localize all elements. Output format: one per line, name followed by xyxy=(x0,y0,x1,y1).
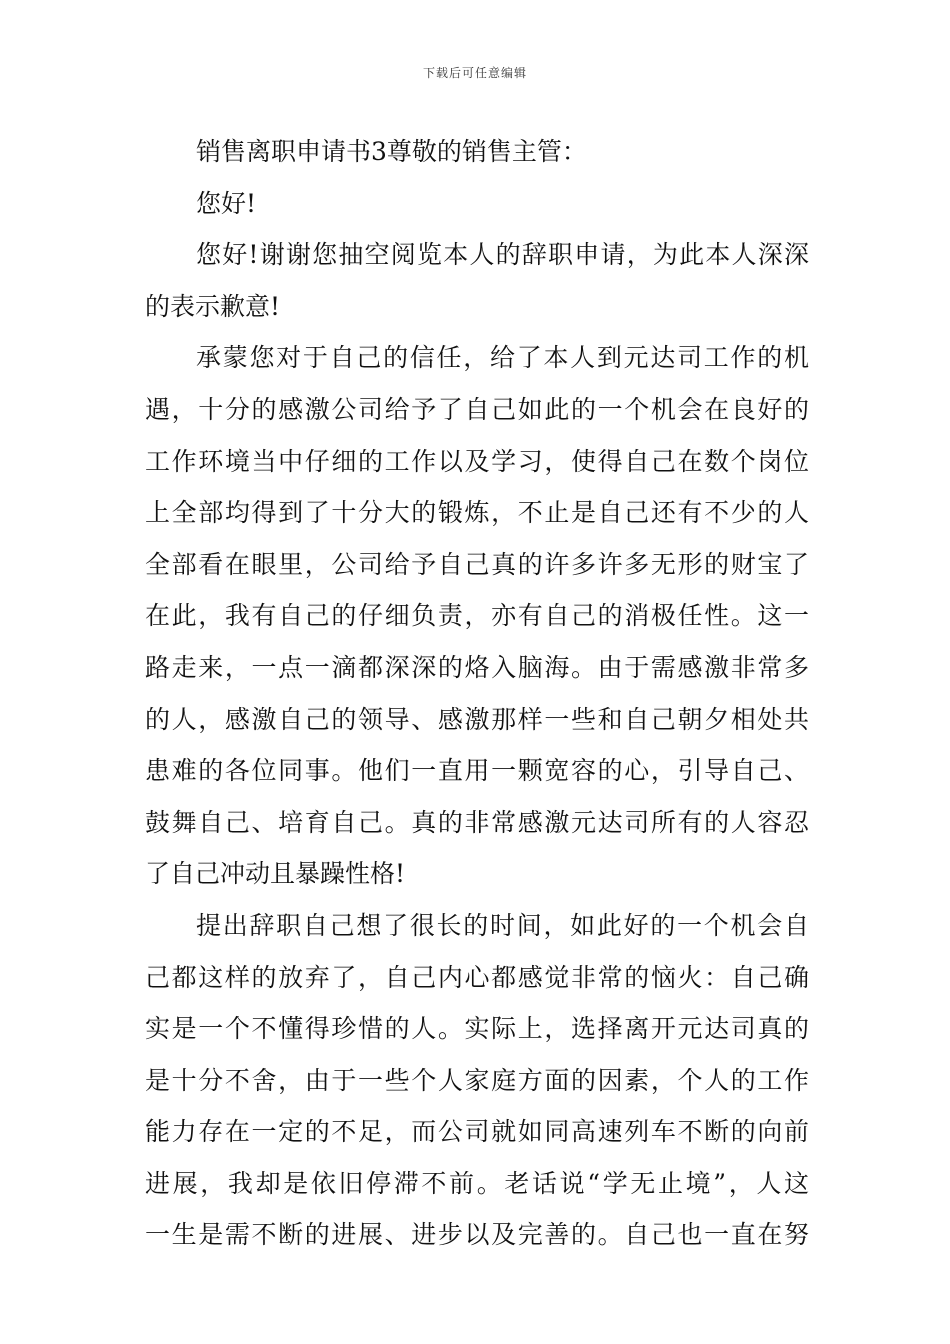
text-line: 提出辞职自己想了很长的时间，如此好的一个机会自 xyxy=(196,910,809,940)
text-line: 鼓舞自己、培育自己。真的非常感激元达司所有的人容忍 xyxy=(145,807,809,837)
text-line: 路走来，一点一滴都深深的烙入脑海。由于需感激非常多 xyxy=(145,652,809,682)
text-line: 患难的各位同事。他们一直用一颗宽容的心，引导自己、 xyxy=(145,756,809,786)
text-line: 您好!谢谢您抽空阅览本人的辞职申请，为此本人深深 xyxy=(196,240,809,270)
text-line: 实是一个不懂得珍惜的人。实际上，选择离开元达司真的 xyxy=(145,1014,809,1044)
text-line: 一生是需不断的进展、进步以及完善的。自己也一直在努 xyxy=(145,1220,809,1250)
text-line: 的表示歉意! xyxy=(145,291,281,321)
text-line: 全部看在眼里，公司给予自己真的许多许多无形的财宝了 xyxy=(145,549,809,579)
text-line: 在此，我有自己的仔细负责，亦有自己的消极任性。这一 xyxy=(145,601,809,631)
text-line: 工作环境当中仔细的工作以及学习，使得自己在数个岗位 xyxy=(145,446,809,476)
text-line: 进展，我却是依旧停滞不前。老话说“学无止境”，人这 xyxy=(145,1168,809,1198)
text-line: 己都这样的放弃了，自己内心都感觉非常的恼火：自己确 xyxy=(145,962,809,992)
text-line: 销售离职申请书3尊敬的销售主管： xyxy=(196,137,587,166)
text-line: 能力存在一定的不足，而公司就如同高速列车不断的向前 xyxy=(145,1117,809,1147)
text-line: 承蒙您对于自己的信任，给了本人到元达司工作的机 xyxy=(196,343,809,373)
text-line: 了自己冲动且暴躁性格! xyxy=(145,859,406,889)
page-header: 下载后可任意编辑 xyxy=(422,66,527,80)
text-line: 是十分不舍，由于一些个人家庭方面的因素，个人的工作 xyxy=(145,1065,809,1095)
text-line: 的人，感激自己的领导、感激那样一些和自己朝夕相处共 xyxy=(145,704,809,734)
document-body xyxy=(145,126,809,1261)
text-line: 遇，十分的感激公司给予了自己如此的一个机会在良好的 xyxy=(145,394,809,424)
text-line: 您好! xyxy=(196,188,257,218)
text-line: 上全部均得到了十分大的锻炼，不止是自己还有不少的人 xyxy=(145,498,809,528)
